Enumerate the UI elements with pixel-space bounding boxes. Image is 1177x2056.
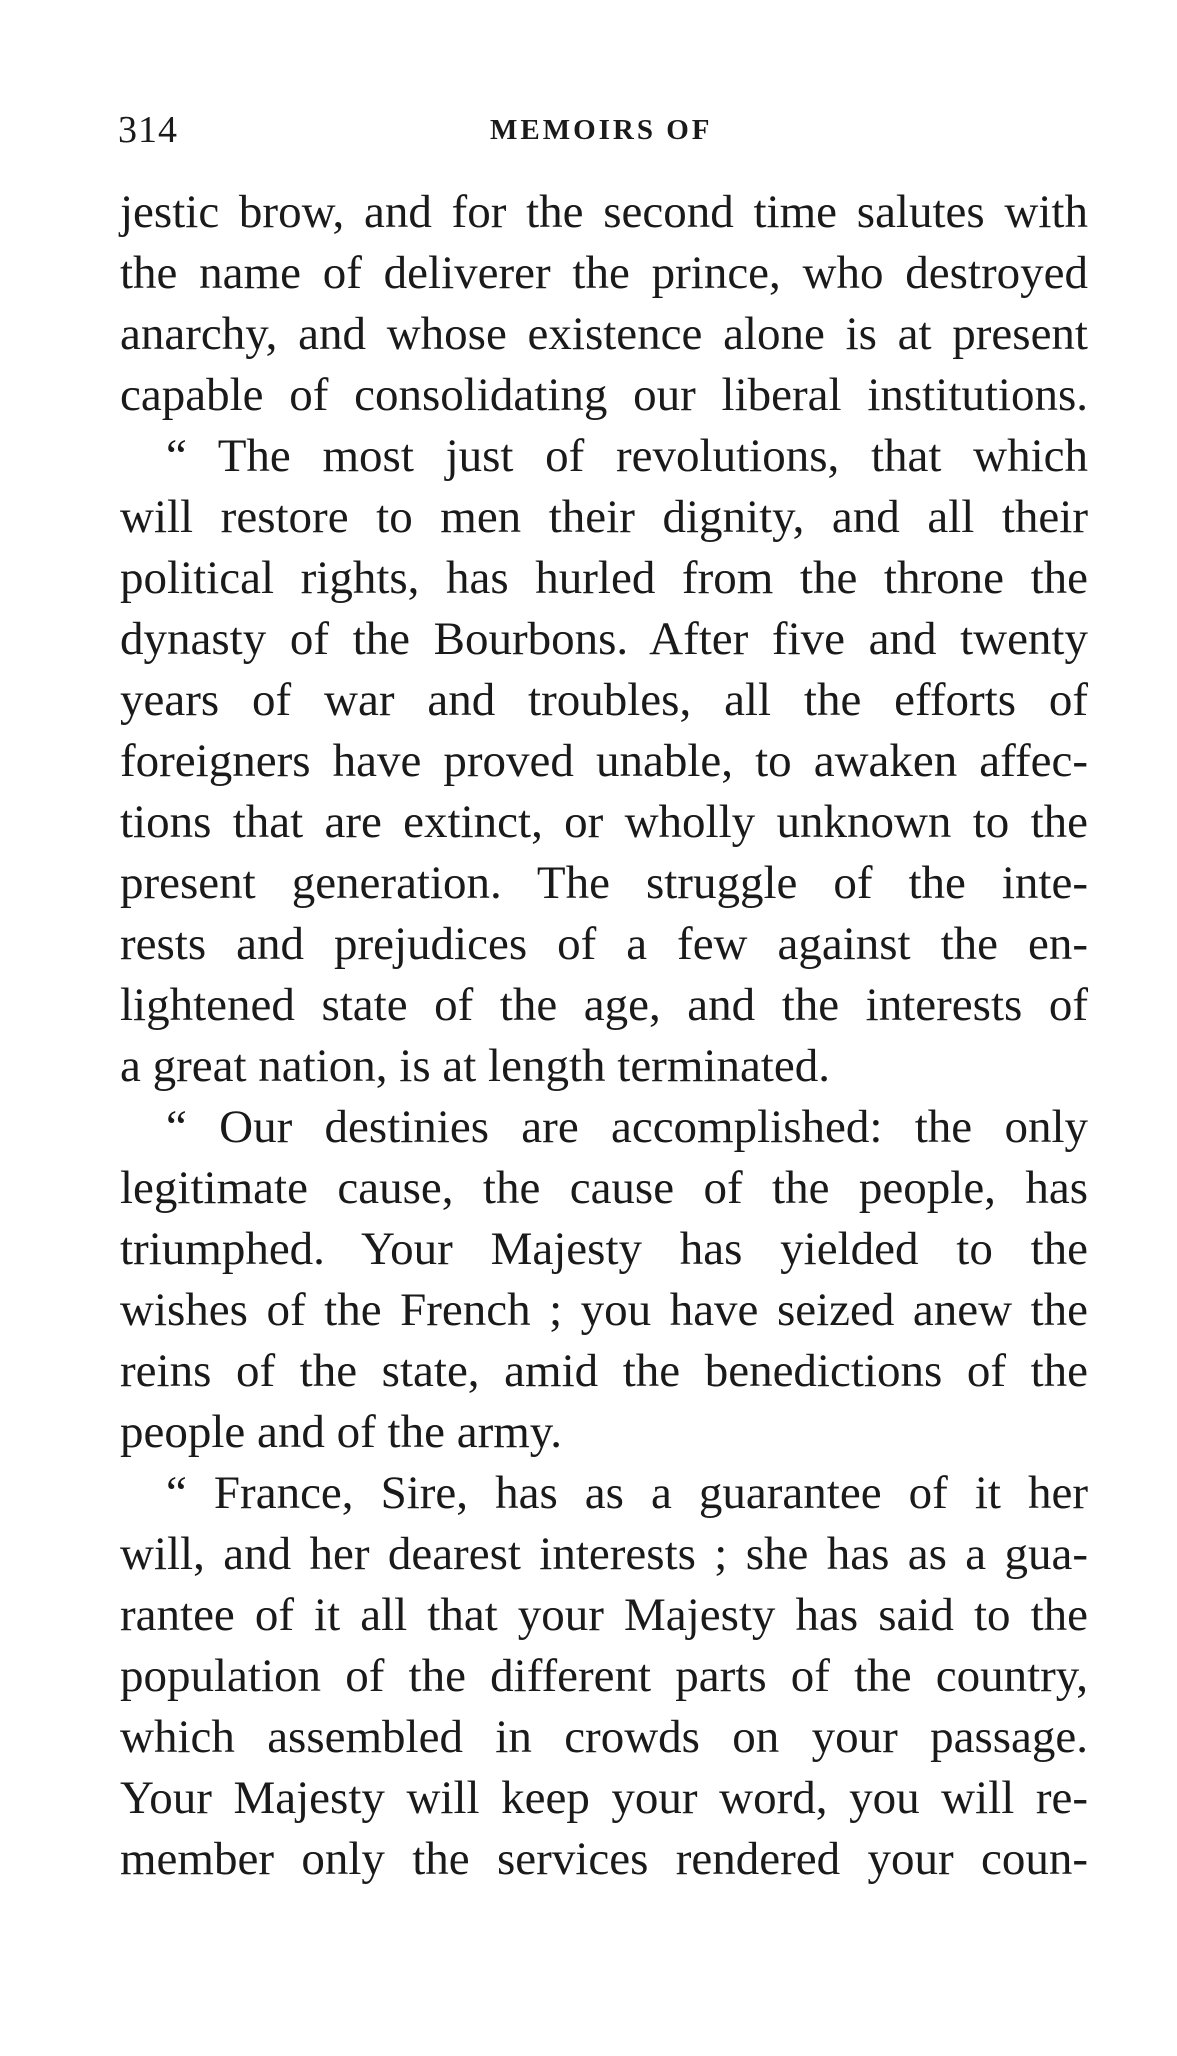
text-line: people and of the army. [120, 1406, 562, 1458]
text-line: which assembled in crowds on your passage. [120, 1711, 1088, 1763]
text-line: population of the different parts of the country, [120, 1650, 1088, 1702]
text-line: present generation. The struggle of the inte- [120, 857, 1088, 909]
text-line: legitimate cause, the cause of the people, has [120, 1162, 1088, 1214]
text-line: “ France, Sire, has as a guarantee of it her [166, 1467, 1088, 1519]
text-line: capable of consolidating our liberal institutions. [120, 369, 1088, 421]
text-line: triumphed. Your Majesty has yielded to the [120, 1223, 1088, 1275]
text-line: member only the services rendered your coun- [120, 1833, 1088, 1885]
text-line: rests and prejudices of a few against the en- [120, 918, 1088, 970]
running-head: MEMOIRS OF [490, 114, 713, 146]
text-line: lightened state of the age, and the interests of [120, 979, 1088, 1031]
text-line: wishes of the French ; you have seized anew the [120, 1284, 1088, 1336]
text-line: foreigners have proved unable, to awaken affec- [120, 735, 1088, 787]
text-line: years of war and troubles, all the efforts of [120, 674, 1088, 726]
text-line: will, and her dearest interests ; she has as a gua- [120, 1528, 1088, 1580]
text-line: rantee of it all that your Majesty has said to the [120, 1589, 1088, 1641]
text-line: tions that are extinct, or wholly unknown to the [120, 796, 1088, 848]
page-number: 314 [118, 109, 178, 151]
text-line: anarchy, and whose existence alone is at present [120, 308, 1088, 360]
text-line: the name of deliverer the prince, who destroyed [120, 247, 1088, 299]
page-header [118, 108, 1078, 158]
text-line: Your Majesty will keep your word, you will re- [120, 1772, 1088, 1824]
text-line: reins of the state, amid the benedictions of the [120, 1345, 1088, 1397]
text-line: dynasty of the Bourbons. After five and twenty [120, 613, 1088, 665]
text-line: will restore to men their dignity, and all their [120, 491, 1088, 543]
text-line: a great nation, is at length terminated. [120, 1040, 830, 1092]
text-line: jestic brow, and for the second time salutes with [120, 186, 1088, 238]
body-text [120, 182, 1088, 1890]
text-line: “ Our destinies are accomplished: the only [166, 1101, 1088, 1153]
text-line: political rights, has hurled from the throne the [120, 552, 1088, 604]
text-line: “ The most just of revolutions, that which [166, 430, 1088, 482]
